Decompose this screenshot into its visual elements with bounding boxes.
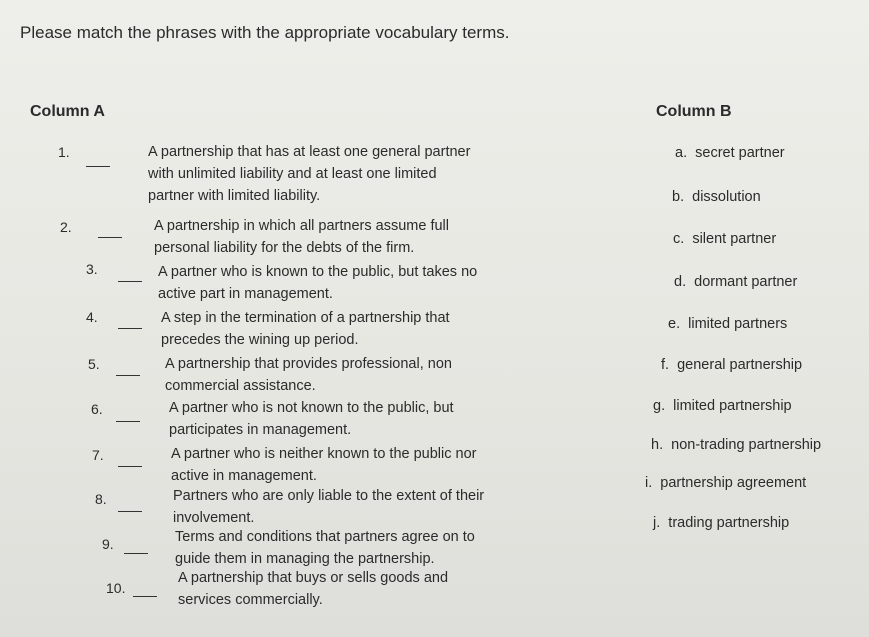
item-phrase — [154, 215, 449, 259]
answer-blank[interactable] — [118, 466, 142, 467]
phrase-line: precedes the wining up period. — [161, 332, 359, 348]
phrase-line: A partner who is known to the public, but takes no — [158, 264, 478, 280]
vocabulary-term: c. silent partner — [673, 231, 777, 247]
item-phrase — [171, 443, 476, 487]
phrase-line: personal liability for the debts of the firm. — [154, 240, 415, 256]
item-phrase — [161, 307, 450, 351]
phrase-line: A partnership that buys or sells goods and — [178, 570, 449, 586]
phrase-line: active part in management. — [158, 286, 333, 302]
item-number: 2. — [60, 219, 72, 235]
item-number: 5. — [88, 356, 100, 372]
answer-blank[interactable] — [118, 281, 142, 282]
vocabulary-term: a. secret partner — [675, 145, 785, 161]
phrase-line: A partnership that provides professional, non — [165, 356, 452, 372]
answer-blank[interactable] — [98, 237, 122, 238]
phrase-line: A step in the termination of a partnership that — [161, 310, 450, 326]
item-number: 10. — [106, 580, 126, 596]
answer-blank[interactable] — [86, 166, 110, 167]
phrase-line: active in management. — [171, 468, 317, 484]
item-phrase — [173, 485, 484, 529]
item-number: 3. — [86, 261, 98, 277]
phrase-line: A partnership that has at least one general partner — [148, 144, 471, 160]
phrase-line: participates in management. — [169, 422, 352, 438]
vocabulary-term: f. general partnership — [661, 357, 803, 373]
column-a-title: Column A — [30, 103, 105, 120]
answer-blank[interactable] — [118, 511, 142, 512]
phrase-line: services commercially. — [178, 592, 323, 608]
item-phrase — [169, 397, 454, 441]
phrase-line: Partners who are only liable to the extent of their — [173, 488, 485, 504]
phrase-line: A partner who is not known to the public, but — [169, 400, 454, 416]
phrase-line: involvement. — [173, 510, 255, 526]
answer-blank[interactable] — [118, 328, 142, 329]
vocabulary-term: j. trading partnership — [653, 515, 790, 531]
item-phrase — [178, 567, 448, 611]
item-phrase — [175, 526, 475, 570]
item-phrase — [148, 141, 470, 207]
answer-blank[interactable] — [116, 421, 140, 422]
phrase-line: partner with limited liability. — [148, 188, 321, 204]
answer-blank[interactable] — [133, 596, 157, 597]
instructions: Please match the phrases with the appropriate vocabulary terms. — [20, 23, 510, 42]
item-phrase — [158, 261, 477, 305]
phrase-line: with unlimited liability and at least one limited — [148, 166, 437, 182]
item-number: 8. — [95, 491, 107, 507]
vocabulary-term: e. limited partners — [668, 316, 788, 332]
phrase-line: A partner who is neither known to the public nor — [171, 446, 477, 462]
item-number: 6. — [91, 401, 103, 417]
item-number: 1. — [58, 144, 70, 160]
column-b-title: Column B — [656, 103, 732, 120]
item-number: 4. — [86, 309, 98, 325]
vocabulary-term: h. non-trading partnership — [651, 437, 822, 453]
phrase-line: commercial assistance. — [165, 378, 316, 394]
phrase-line: Terms and conditions that partners agree on to — [175, 529, 475, 545]
item-phrase — [165, 353, 452, 397]
vocabulary-term: d. dormant partner — [674, 274, 798, 290]
item-number: 7. — [92, 447, 104, 463]
vocabulary-term: b. dissolution — [672, 189, 761, 205]
vocabulary-term: g. limited partnership — [653, 398, 792, 414]
answer-blank[interactable] — [124, 553, 148, 554]
phrase-line: A partnership in which all partners assume full — [154, 218, 449, 234]
item-number: 9. — [102, 536, 114, 552]
answer-blank[interactable] — [116, 375, 140, 376]
vocabulary-term: i. partnership agreement — [645, 475, 807, 491]
phrase-line: guide them in managing the partnership. — [175, 551, 435, 567]
